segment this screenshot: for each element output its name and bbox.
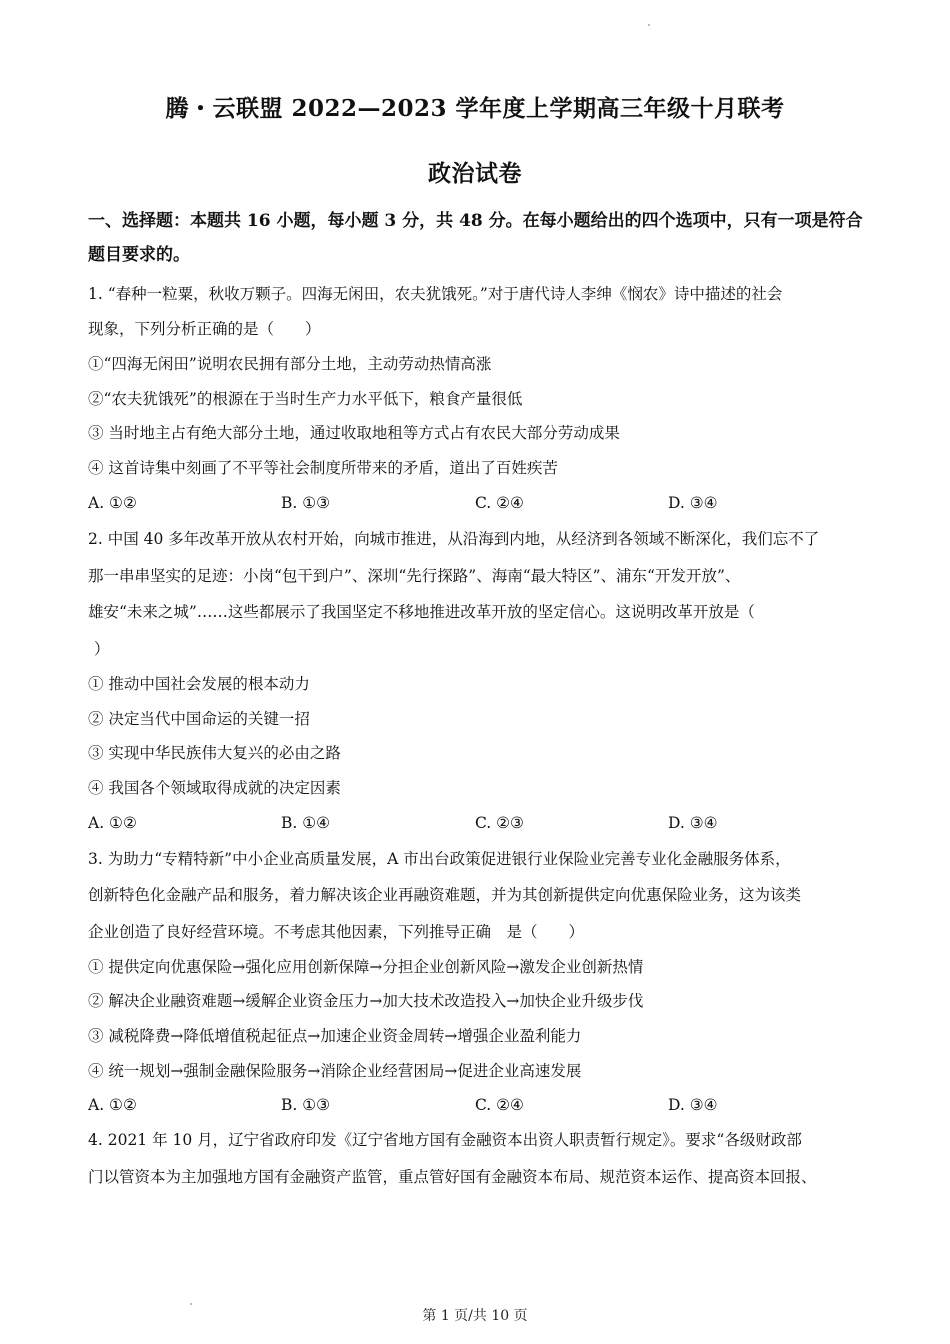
q2-stem-line: 那一串串坚实的足迹：小岗“包干到户”、深圳“先行探路”、海南“最大特区”、浦东“开发开放”、 bbox=[88, 567, 741, 585]
scan-speck bbox=[648, 24, 650, 26]
q3-stem-line: 企业创造了良好经营环境。不考虑其他因素，下列推导正确 是（ ） bbox=[88, 923, 585, 941]
q1-item-1: ①“四海无闲田”说明农民拥有部分土地，主动劳动热情高涨 bbox=[88, 355, 492, 373]
q3-option-c: C. ②④ bbox=[475, 1096, 524, 1114]
q1-item-4: ④ 这首诗集中刻画了不平等社会制度所带来的矛盾，道出了百姓疾苦 bbox=[88, 459, 558, 477]
q2-option-c: C. ②③ bbox=[475, 814, 524, 832]
q3-item-2: ② 解决企业融资难题→缓解企业资金压力→加大技术改造投入→加快企业升级步伐 bbox=[88, 992, 644, 1010]
page-footer: 第 1 页/共 10 页 bbox=[422, 1308, 528, 1324]
q3-stem-line: 创新特色化金融产品和服务，着力解决该企业再融资难题，并为其创新提供定向优惠保险业务，这为该类 bbox=[88, 886, 802, 904]
q2-option-d: D. ③④ bbox=[668, 814, 718, 832]
q1-option-b: B. ①③ bbox=[281, 494, 331, 512]
q3-option-d: D. ③④ bbox=[668, 1096, 718, 1114]
q2-item-3: ③ 实现中华民族伟大复兴的必由之路 bbox=[88, 744, 341, 762]
q1-option-a: A. ①② bbox=[88, 494, 137, 512]
exam-subject: 政治试卷 bbox=[428, 160, 522, 187]
q3-item-3: ③ 减税降费→降低增值税起征点→加速企业资金周转→增强企业盈利能力 bbox=[88, 1027, 582, 1045]
q1-stem-line: 现象，下列分析正确的是（ ） bbox=[88, 320, 321, 338]
q2-option-a: A. ①② bbox=[88, 814, 137, 832]
q3-item-4: ④ 统一规划→强制金融保险服务→消除企业经营困局→促进企业高速发展 bbox=[88, 1062, 582, 1080]
q1-option-d: D. ③④ bbox=[668, 494, 718, 512]
q2-stem-line: 雄安“未来之城”……这些都展示了我国坚定不移地推进改革开放的坚定信心。这说明改革开放是（ bbox=[88, 603, 755, 621]
section-heading: 一、选择题：本题共 16 小题，每小题 3 分，共 48 分。在每小题给出的四个选项中，只有一项是符合题目要求的。 bbox=[88, 211, 863, 265]
q4-stem-line: 4. 2021 年 10 月，辽宁省政府印发《辽宁省地方国有金融资本出资人职责暂行规定》。要求“各级财政部 bbox=[88, 1131, 802, 1149]
q3-stem-line: 3. 为助力“专精特新”中小企业高质量发展，A 市出台政策促进银行业保险业完善专业化金融服务体系， bbox=[88, 850, 791, 868]
q2-item-4: ④ 我国各个领域取得成就的决定因素 bbox=[88, 779, 341, 797]
q2-option-b: B. ①④ bbox=[281, 814, 331, 832]
q1-item-3: ③ 当时地主占有绝大部分土地，通过收取地租等方式占有农民大部分劳动成果 bbox=[88, 424, 620, 442]
exam-title: 腾・云联盟 2022—2023 学年度上学期高三年级十月联考 bbox=[165, 95, 785, 122]
q3-option-a: A. ①② bbox=[88, 1096, 137, 1114]
q2-stem-line: ） bbox=[94, 640, 110, 658]
q1-option-c: C. ②④ bbox=[475, 494, 524, 512]
q2-item-2: ② 决定当代中国命运的关键一招 bbox=[88, 710, 310, 728]
q1-item-2: ②“农夫犹饿死”的根源在于当时生产力水平低下，粮食产量很低 bbox=[88, 390, 523, 408]
q3-option-b: B. ①③ bbox=[281, 1096, 331, 1114]
q2-item-1: ① 推动中国社会发展的根本动力 bbox=[88, 675, 310, 693]
q1-stem-line: 1. “春种一粒粟，秋收万颗子。四海无闲田，农夫犹饿死。”对于唐代诗人李绅《悯农》诗中描述的社会 bbox=[88, 285, 783, 303]
q4-stem-line: 门以管资本为主加强地方国有金融资产监管，重点管好国有金融资本布局、规范资本运作、提高资本回报、 bbox=[88, 1168, 817, 1186]
q2-stem-line: 2. 中国 40 多年改革开放从农村开始，向城市推进，从沿海到内地，从经济到各领域不断深化，我们忘不了 bbox=[88, 530, 820, 548]
q3-item-1: ① 提供定向优惠保险→强化应用创新保障→分担企业创新风险→激发企业创新热情 bbox=[88, 958, 644, 976]
